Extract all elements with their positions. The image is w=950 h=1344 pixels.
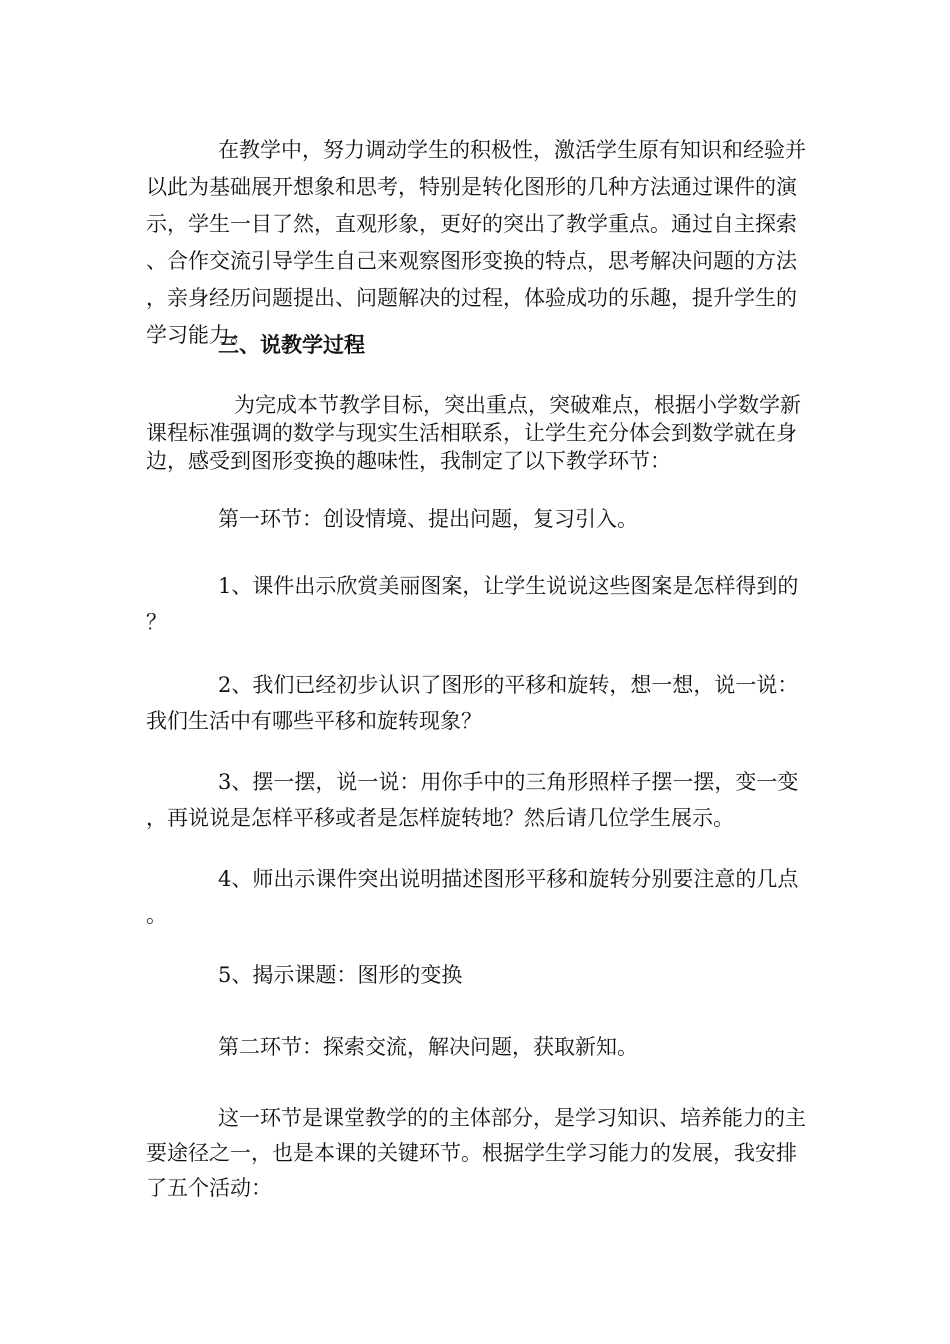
paragraph-stage-two-title: 第二环节：探索交流，解决问题，获取新知。 <box>218 1035 638 1059</box>
list-item-1: 1、课件出示欣赏美丽图案，让学生说说这些图案是怎样得到的？ <box>146 574 799 634</box>
list-item-5: 5、揭示课题：图形的变换 <box>218 963 463 987</box>
paragraph-teaching-goals: 为完成本节教学目标，突出重点，突破难点，根据小学数学新课程标准强调的数学与现实生活相联系，让学生充分体会到数学就在身边，感受到图形变换的趣味性，我制定了以下教学环节： <box>146 393 801 473</box>
section-heading-teaching-process: 三、说教学过程 <box>218 333 365 357</box>
list-item-4: 4、师出示课件突出说明描述图形平移和旋转分别要注意的几点。 <box>146 867 799 927</box>
paragraph-stage-one-title: 第一环节：创设情境、提出问题，复习引入。 <box>218 507 638 531</box>
list-item-2: 2、我们已经初步认识了图形的平移和旋转，想一想，说一说：我们生活中有哪些平移和旋转现象？ <box>146 673 799 733</box>
list-item-3: 3、摆一摆，说一说：用你手中的三角形照样子摆一摆，变一变，再说说是怎样平移或者是怎样旋转地？然后请几位学生展示。 <box>146 770 799 830</box>
paragraph-stage-two-intro: 这一环节是课堂教学的的主体部分，是学习知识、培养能力的主要途径之一，也是本课的关键环节。根据学生学习能力的发展，我安排了五个活动： <box>146 1106 806 1200</box>
paragraph-teaching-approach: 在教学中，努力调动学生的积极性，激活学生原有知识和经验并以此为基础展开想象和思考，特别是转化图形的几种方法通过课件的演示，学生一目了然，直观形象，更好的突出了教学重点。通过自主探索、合作交流引导学生自己来观察图形变换的特点，思考解决问题的方法，亲身经历问题提出、问题解决的过程，体验成功的乐趣，提升学生的学习能力。 <box>146 138 806 347</box>
